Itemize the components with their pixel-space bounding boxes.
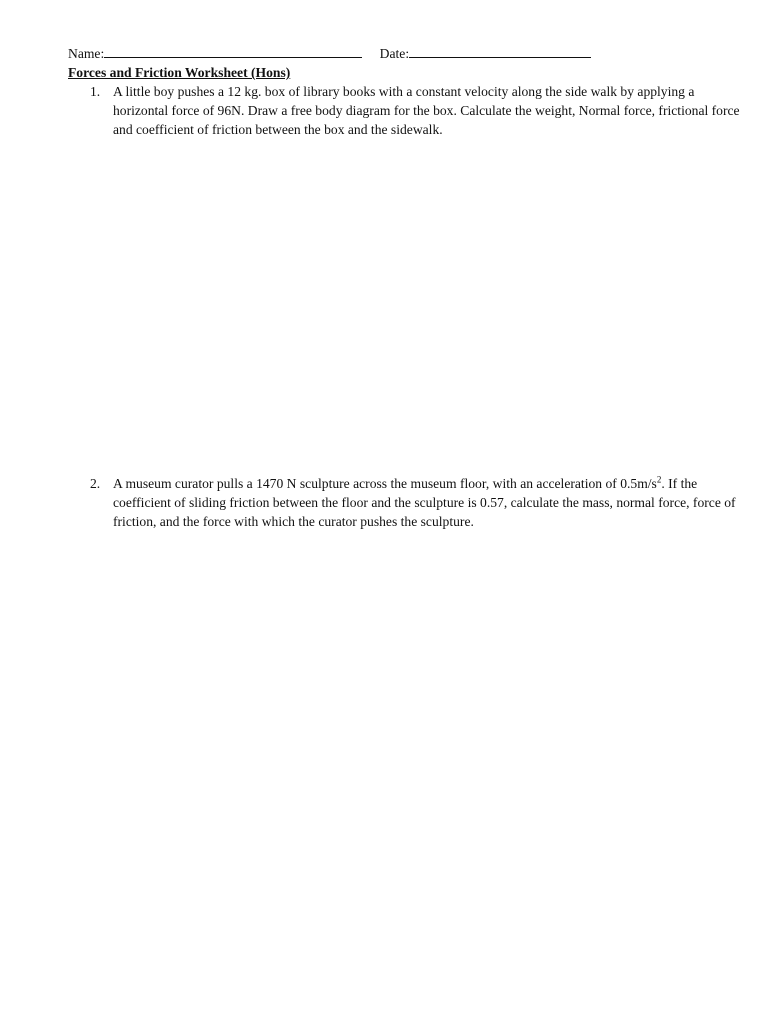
exponent: 2 bbox=[656, 474, 662, 485]
name-blank-line[interactable] bbox=[104, 44, 362, 58]
question-text bbox=[113, 474, 740, 531]
date-label: Date: bbox=[379, 46, 410, 61]
question-1 bbox=[90, 82, 740, 139]
question-2 bbox=[90, 474, 740, 531]
question-number: 2. bbox=[90, 476, 101, 491]
worksheet-title: Forces and Friction Worksheet (Hons) bbox=[68, 65, 291, 80]
header-line bbox=[68, 44, 591, 63]
question-text-part-1: A museum curator pulls a 1470 N sculpture across the museum floor, with an acceleration of 0.5m/s bbox=[113, 476, 657, 491]
name-label: Name: bbox=[68, 46, 105, 61]
question-number: 1. bbox=[90, 84, 101, 99]
question-text: A little boy pushes a 12 kg. box of library books with a constant velocity along the side walk by applying a horizontal force of 96N. Draw a free body diagram for the box. Calculate the weight, Normal force, frictional force and coefficient of friction between the box and the sidewalk. bbox=[113, 84, 740, 137]
question-text-part-2: . If the coefficient of sliding friction between the floor and the sculpture is 0.57, calculate the mass, normal force, force of friction, and the force with which the curator pushes the sculpture. bbox=[113, 476, 736, 529]
date-blank-line[interactable] bbox=[409, 44, 591, 58]
